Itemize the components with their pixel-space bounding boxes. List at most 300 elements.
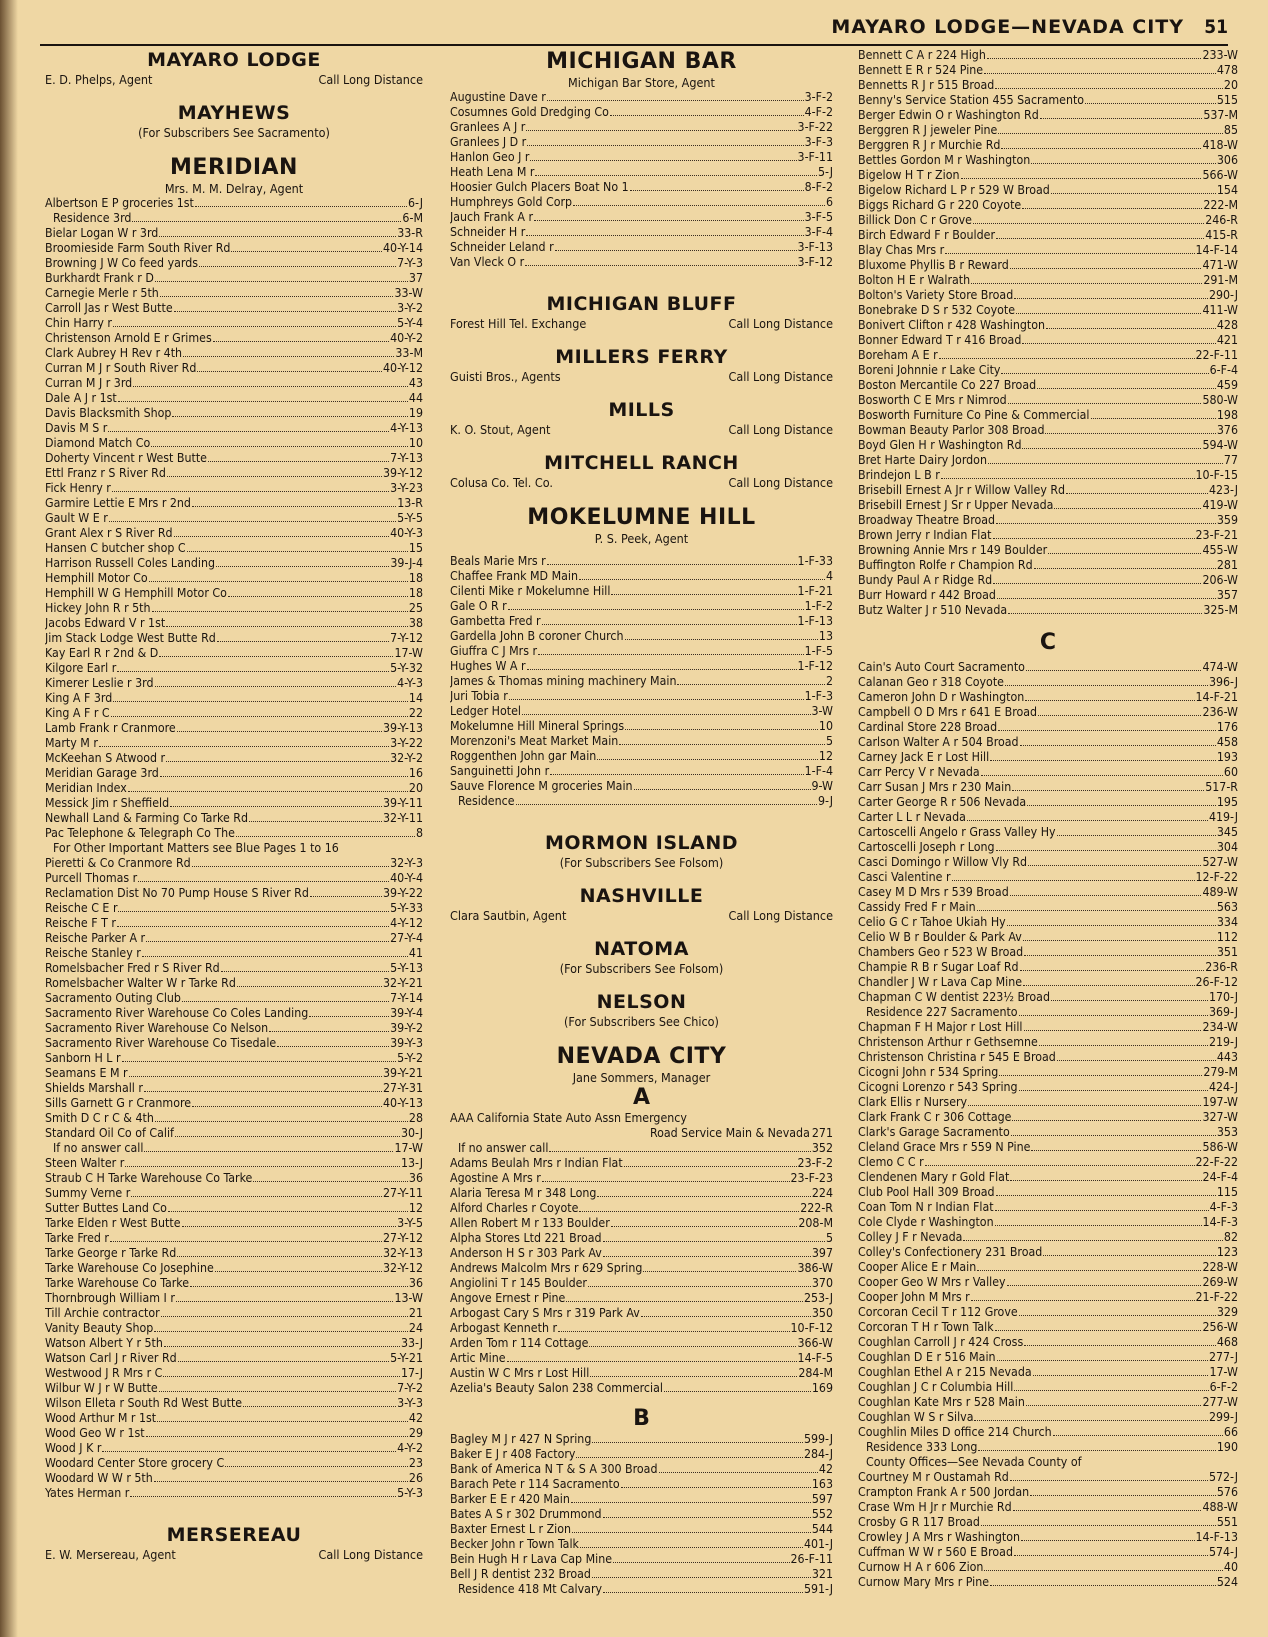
listing-name: Kilgore Earl r (45, 661, 117, 675)
leader-dots (1012, 780, 1204, 791)
leader-dots (159, 646, 393, 657)
leader-dots (1054, 498, 1201, 509)
phone-number: 517-R (1205, 780, 1238, 794)
listing-entry (450, 584, 833, 599)
leader-dots (1019, 1005, 1208, 1016)
leader-dots (154, 1471, 408, 1482)
listing-name: Kimerer Leslie r 3rd (45, 676, 154, 690)
phone-number: 290-J (1208, 288, 1238, 302)
listing-entry (858, 840, 1238, 855)
phone-number: 37 (408, 271, 423, 285)
phone-number: 39-Y-12 (383, 466, 423, 480)
section-millers-ferry (450, 345, 833, 384)
listing-entry (858, 243, 1238, 258)
listing-entry (858, 1425, 1238, 1440)
listing-entry (45, 661, 423, 676)
listing-entry (858, 423, 1238, 438)
listing-name: Sacramento River Warehouse Co Nelson (45, 1021, 269, 1035)
leader-dots (625, 629, 818, 640)
phone-number: 366-W (797, 1336, 833, 1350)
listing-entry (450, 1201, 833, 1216)
phone-number: 24 (408, 1321, 423, 1335)
listing-name: Pieretti & Co Cranmore Rd (45, 856, 191, 870)
leader-dots (603, 1507, 811, 1518)
listing-entry (450, 1321, 833, 1336)
leader-dots (522, 704, 811, 715)
leader-dots (142, 946, 408, 957)
listing-name: Garmire Lettie E Mrs r 2nd (45, 496, 191, 510)
leader-dots (195, 196, 407, 207)
agent-name: Clara Sautbin, Agent (450, 908, 567, 923)
leader-dots (172, 406, 407, 417)
listing-name: Campbell O D Mrs r 641 E Broad (858, 705, 1038, 719)
phone-number: 4-Y-3 (397, 676, 423, 690)
leader-dots (998, 720, 1216, 731)
leader-dots (117, 661, 389, 672)
listing-entry (858, 1260, 1238, 1275)
listing-entry (858, 573, 1238, 588)
leader-dots (144, 1081, 382, 1092)
listing-name: Cooper Alice E r Main (858, 1260, 977, 1274)
listing-entry (858, 675, 1238, 690)
listing-entry (450, 1351, 833, 1366)
phone-number: 424-J (1208, 1080, 1238, 1094)
listing-entry (45, 1096, 423, 1111)
phone-number: 418-W (1202, 138, 1238, 152)
leader-dots (530, 150, 796, 161)
phone-number: 3-Y-22 (390, 736, 423, 750)
listing-entry (45, 691, 423, 706)
listing-entry (450, 749, 833, 764)
listing-name: Andrews Malcolm Mrs r 629 Spring (450, 1261, 643, 1275)
listing-entry (858, 1095, 1238, 1110)
listing-entry (45, 721, 423, 736)
listing-entry (450, 569, 833, 584)
phone-number: 18 (408, 586, 423, 600)
phone-number: 396-J (1208, 675, 1238, 689)
listing-entry (45, 1081, 423, 1096)
leader-dots (217, 631, 389, 642)
phone-number: 586-W (1202, 1140, 1238, 1154)
phone-number: 233-W (1202, 48, 1238, 62)
phone-number: 284-J (803, 1447, 833, 1461)
phone-number: 3-F-22 (797, 120, 833, 134)
listing-name: Clendenen Mary r Gold Flat (858, 1170, 1010, 1184)
listing-name: Sacramento Outing Club (45, 991, 181, 1005)
listing-entry (45, 1411, 423, 1426)
listing-name: Steen Walter r (45, 1156, 125, 1170)
phone-number: 4-Y-13 (390, 421, 423, 435)
phone-number: 36 (408, 1171, 423, 1185)
phone-number: 256-W (1202, 1320, 1238, 1334)
leader-dots (237, 976, 382, 987)
leader-dots (183, 346, 394, 357)
section-subtitle: (For Subscribers See Sacramento) (138, 125, 330, 140)
phone-number: 14-F-3 (1202, 1215, 1238, 1229)
listing-entry (858, 603, 1238, 618)
listing-name: Smith D C r C & 4th (45, 1111, 154, 1125)
phone-number: 544 (811, 1522, 833, 1536)
section-meridian (45, 154, 423, 1501)
leader-dots (572, 1522, 811, 1533)
phone-number: 5-Y-2 (397, 1051, 423, 1065)
listing-name: Sacramento River Warehouse Co Coles Landing (45, 1006, 309, 1020)
listing-entry (450, 1261, 833, 1276)
phone-number: 350 (811, 1306, 833, 1320)
listing-name: Broomieside Farm South River Rd (45, 241, 231, 255)
phone-number: 299-J (1208, 1410, 1238, 1424)
phone-number: 3-Y-3 (397, 1396, 423, 1410)
listing-entry (45, 376, 423, 391)
leader-dots (509, 689, 804, 700)
listing-entry (858, 885, 1238, 900)
phone-number: 478 (1216, 63, 1238, 77)
leader-dots (973, 213, 1204, 224)
phone-number: 401-J (803, 1537, 833, 1551)
phone-number: 193 (1216, 750, 1238, 764)
leader-dots (527, 659, 797, 670)
listing-name: Woodard Center Store grocery C (45, 1456, 225, 1470)
leader-dots (1039, 1035, 1208, 1046)
listing-entry (450, 1582, 833, 1597)
phone-number: 7-Y-14 (390, 991, 423, 1005)
leader-dots (677, 674, 824, 685)
phone-number: 369-J (1208, 1005, 1238, 1019)
phone-number: 32-Y-2 (390, 751, 423, 765)
phone-number: 5 (825, 1231, 833, 1245)
listing-entry (450, 1276, 833, 1291)
listing-name: Hughes W A r (450, 659, 526, 673)
listing-name: Shields Marshall r (45, 1081, 143, 1095)
leader-dots (1091, 408, 1216, 419)
listing-name: Residence 3rd (53, 211, 132, 225)
phone-number: 39-J-4 (390, 556, 423, 570)
agent-name: E. D. Phelps, Agent (45, 72, 153, 87)
section-mayhews (45, 101, 423, 140)
listing-entry (858, 168, 1238, 183)
listing-name: Coughlan Kate Mrs r 528 Main (858, 1395, 1025, 1409)
phone-number: 5-Y-3 (397, 1486, 423, 1500)
listing-name: Bonebrake D S r 532 Coyote (858, 303, 1016, 317)
section-title: MILLS (608, 399, 675, 421)
leader-dots (149, 571, 408, 582)
listing-entry (45, 601, 423, 616)
listing-name: Bettles Gordon M r Washington (858, 153, 1031, 167)
listing-entry (858, 795, 1238, 810)
leader-dots (996, 513, 1216, 524)
leader-dots (527, 135, 803, 146)
phone-number: 5-J (818, 165, 833, 179)
listing-name: Burkhardt Frank r D (45, 271, 154, 285)
leader-dots (1019, 1305, 1216, 1316)
leader-dots (108, 421, 389, 432)
listing-entry (45, 1006, 423, 1021)
phone-number: 359 (1216, 513, 1238, 527)
listing-name: Boston Mercantile Co 227 Broad (858, 378, 1037, 392)
leader-dots (993, 573, 1201, 584)
phone-number: 33-M (395, 346, 423, 360)
leader-dots (1012, 1110, 1201, 1121)
leader-dots (1033, 1365, 1209, 1376)
listing-entry (45, 1261, 423, 1276)
listing-entry (450, 644, 833, 659)
agent-name: K. O. Stout, Agent (450, 422, 551, 437)
listing-name: Beals Marie Mrs r (450, 554, 546, 568)
section-title: MERSEREAU (166, 1524, 302, 1546)
listing-name: Blay Chas Mrs r (858, 243, 945, 257)
leader-dots (157, 1411, 408, 1422)
section-title: MICHIGAN BAR (546, 49, 737, 74)
listing-name: Van Vleck O r (450, 255, 525, 269)
leader-dots (968, 1095, 1201, 1106)
leader-dots (990, 1575, 1216, 1586)
listing-entry (858, 1530, 1238, 1545)
phone-number: 32-Y-13 (383, 1246, 423, 1260)
leader-dots (1026, 660, 1202, 671)
phone-number: 455-W (1202, 543, 1238, 557)
listing-name: Angiolini T r 145 Boulder (450, 1276, 587, 1290)
listing-entry (45, 511, 423, 526)
leader-dots (526, 225, 803, 236)
listing-name: Carr Susan J Mrs r 230 Main (858, 780, 1012, 794)
phone-number: 6-J (408, 196, 423, 210)
phone-number: 458 (1216, 735, 1238, 749)
section-subtitle: Mrs. M. M. Delray, Agent (164, 181, 304, 196)
listing-name: Artic Mine (450, 1351, 506, 1365)
listing-name: Roggenthen John gar Main (450, 749, 597, 763)
phone-number: 41 (408, 946, 423, 960)
listing-name: Browning Annie Mrs r 149 Boulder (858, 543, 1048, 557)
listing-name: Bennetts R J r 515 Broad (858, 78, 995, 92)
listing-name: Casey M D Mrs r 539 Broad (858, 885, 1009, 899)
listing-entry (450, 614, 833, 629)
listing-entry (858, 750, 1238, 765)
leader-dots (1008, 603, 1202, 614)
leader-dots (160, 286, 394, 297)
listing-entry (45, 436, 423, 451)
phone-number: 206-W (1202, 573, 1238, 587)
listing-name: Clemo C C r (858, 1155, 924, 1169)
listing-entry (45, 811, 423, 826)
phone-number: 1-F-2 (804, 599, 833, 613)
phone-number: 8 (415, 826, 423, 840)
leader-dots (144, 1141, 393, 1152)
listing-name: Dale A J r 1st (45, 391, 117, 405)
phone-number: 4-Y-12 (390, 916, 423, 930)
leader-dots (228, 586, 408, 597)
listing-entry (858, 378, 1238, 393)
leader-dots (159, 226, 396, 237)
leader-dots (1007, 1275, 1202, 1286)
call-note: Call Long Distance (318, 72, 423, 87)
listing-entry (45, 1216, 423, 1231)
leader-dots (995, 1320, 1202, 1331)
leader-dots (133, 376, 408, 387)
listing-entry (45, 256, 423, 271)
column-2 (450, 48, 833, 1597)
listing-entry (858, 1020, 1238, 1035)
listing-name: Davis Blacksmith Shop (45, 406, 172, 420)
listing-entry (858, 1515, 1238, 1530)
listing-entry (858, 93, 1238, 108)
leader-dots (576, 1447, 802, 1458)
leader-dots (277, 1036, 389, 1047)
phone-number: 1-F-4 (804, 764, 833, 778)
phone-number: 10 (408, 436, 423, 450)
listing-entry (450, 1507, 833, 1522)
phone-number: 228-W (1202, 1260, 1238, 1274)
leader-dots (1022, 198, 1202, 209)
listing-entry (450, 1156, 833, 1171)
section-title: NELSON (596, 991, 687, 1013)
leader-dots (111, 706, 408, 717)
leader-dots (174, 301, 396, 312)
agent-line (45, 72, 423, 87)
listing-entry (45, 1336, 423, 1351)
listing-name: If no answer call (53, 1141, 144, 1155)
listing-name: Marty M r (45, 736, 98, 750)
listing-name: Baxter Ernest L r Zion (450, 1522, 572, 1536)
listing-entry (858, 810, 1238, 825)
listing-entry (858, 825, 1238, 840)
phone-number: 23-F-2 (797, 1156, 833, 1170)
leader-dots (1053, 1425, 1223, 1436)
phone-number: 10 (818, 719, 833, 733)
listing-name: Seamans E M r (45, 1066, 128, 1080)
listing-entry (858, 1545, 1238, 1560)
listing-entry (858, 288, 1238, 303)
leader-dots (971, 273, 1202, 284)
section-subtitle: (For Subscribers See Folsom) (559, 961, 724, 976)
listing-name: Diamond Match Co (45, 436, 151, 450)
listing-name: Jacobs Edward V r 1st (45, 616, 166, 630)
leader-dots (630, 180, 804, 191)
listing-entry (858, 1575, 1238, 1590)
phone-number: 39-Y-2 (390, 1021, 423, 1035)
phone-number: 21 (408, 1306, 423, 1320)
agent-line (45, 1547, 423, 1562)
listing-list (450, 1141, 833, 1396)
leader-dots (122, 1051, 397, 1062)
phone-number: 281 (1216, 558, 1238, 572)
phone-number: 176 (1216, 720, 1238, 734)
leader-dots (996, 228, 1204, 239)
leader-dots (542, 614, 797, 625)
listing-name: Benny's Service Station 455 Sacramento (858, 93, 1085, 107)
leader-dots (603, 1246, 811, 1257)
leader-dots (508, 599, 804, 610)
listing-entry (45, 991, 423, 1006)
listing-name: Bosworth C E Mrs r Nimrod (858, 393, 1007, 407)
phone-number: 599-J (803, 1432, 833, 1446)
listing-name: Jim Stack Lodge West Butte Rd (45, 631, 216, 645)
leader-dots (118, 901, 389, 912)
leader-dots (1024, 945, 1216, 956)
listing-entry (45, 1486, 423, 1501)
listing-entry (858, 123, 1238, 138)
phone-number: 10-F-12 (790, 1321, 833, 1335)
leader-dots (990, 750, 1216, 761)
leader-dots (592, 1567, 811, 1578)
leader-dots (109, 511, 396, 522)
phone-number: 40-Y-12 (383, 361, 423, 375)
leader-dots (1023, 930, 1216, 941)
leader-dots (178, 1351, 389, 1362)
phone-number: 13-R (397, 496, 423, 510)
leader-dots (163, 1366, 400, 1377)
listing-entry (450, 180, 833, 195)
leader-dots (130, 1486, 396, 1497)
listing-entry (45, 571, 423, 586)
listing-name: Schneider Leland r (450, 240, 554, 254)
listing-name: Romelsbacher Fred r S River Rd (45, 961, 220, 975)
leader-dots (117, 916, 389, 927)
listing-name: Meridian Index (45, 781, 127, 795)
phone-number: 3-F-3 (804, 135, 833, 149)
leader-dots (113, 316, 396, 327)
phone-number: 27-Y-12 (383, 1231, 423, 1245)
leader-dots (547, 554, 797, 565)
listing-name: Sacramento River Warehouse Co Tisedale (45, 1036, 277, 1050)
listing-entry (45, 1456, 423, 1471)
listing-entry (858, 690, 1238, 705)
leader-dots (998, 123, 1223, 134)
listing-name: Bolton H E r Walrath (858, 273, 971, 287)
listing-entry (45, 1126, 423, 1141)
listing-entry (858, 930, 1238, 945)
section-title: NATOMA (594, 938, 689, 960)
leader-dots (192, 496, 396, 507)
leader-dots (547, 90, 804, 101)
leader-dots (170, 796, 382, 807)
listing-entry (45, 1276, 423, 1291)
phone-number: 60 (1223, 765, 1238, 779)
listing-entry (45, 1036, 423, 1051)
phone-number: 3-F-5 (804, 210, 833, 224)
listing-entry (858, 1110, 1238, 1125)
leader-dots (231, 241, 382, 252)
phone-number: 3-Y-5 (397, 1216, 423, 1230)
phone-number: 222-M (1203, 198, 1238, 212)
leader-dots (535, 165, 817, 176)
page-number: 51 (1204, 16, 1228, 38)
listing-entry (858, 1560, 1238, 1575)
phone-number: 112 (1216, 930, 1238, 944)
leader-dots (549, 1141, 810, 1152)
phone-number: 7-Y-3 (397, 256, 423, 270)
phone-number: 44 (408, 391, 423, 405)
phone-number: 576 (1216, 1485, 1238, 1499)
leader-dots (1066, 483, 1208, 494)
listing-note: For Other Important Matters see Blue Pages 1 to 16 (53, 841, 339, 855)
listing-entry (45, 1306, 423, 1321)
listing-name: Cicogni Lorenzo r 543 Spring (858, 1080, 1018, 1094)
phone-number: 39-Y-4 (390, 1006, 423, 1020)
listing-name: Brisebill Ernest A Jr r Willow Valley Rd (858, 483, 1066, 497)
phone-number: 566-W (1202, 168, 1238, 182)
phone-number: 3-F-12 (797, 255, 833, 269)
leader-dots (161, 1306, 408, 1317)
phone-number: 5-Y-4 (397, 316, 423, 330)
listing-entry (45, 316, 423, 331)
phone-number: 169 (811, 1381, 833, 1395)
listing-entry (450, 1537, 833, 1552)
listing-name: Bielar Logan W r 3rd (45, 226, 159, 240)
listing-name: Coughlan W S r Silva (858, 1410, 974, 1424)
listing-name: Hanlon Geo J r (450, 150, 530, 164)
phone-number: 14-F-21 (1195, 690, 1238, 704)
listing-entry (450, 1246, 833, 1261)
